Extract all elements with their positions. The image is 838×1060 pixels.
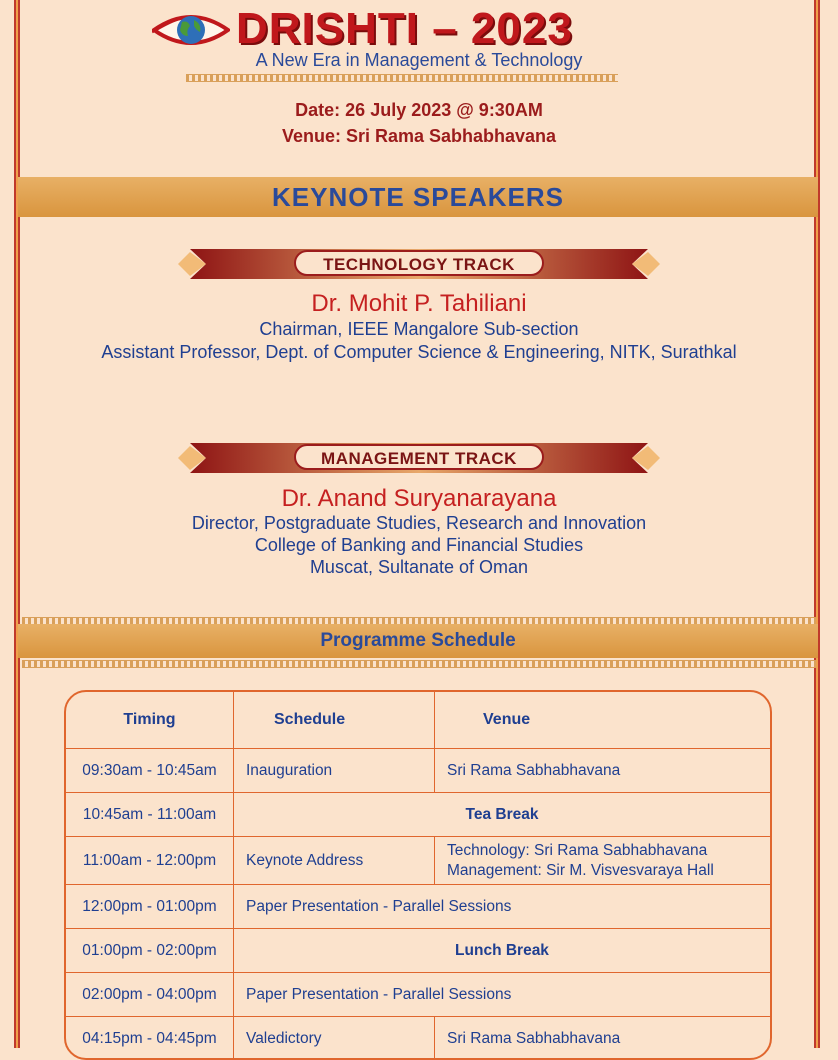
table-header-row	[66, 692, 770, 749]
row-time: 11:00am - 12:00pm	[66, 837, 234, 885]
technology-speaker-name: Dr. Mohit P. Tahiliani	[0, 290, 838, 318]
keynote-heading: KEYNOTE SPEAKERS	[18, 177, 818, 217]
decorative-divider	[22, 660, 816, 668]
technology-speaker-title: Chairman, IEEE Mangalore Sub-section	[0, 319, 838, 340]
row-schedule: Paper Presentation - Parallel Sessions	[234, 973, 771, 1017]
event-brand-title: DRISHTI – 2023	[236, 4, 573, 54]
table-row	[66, 885, 770, 929]
column-header-schedule: Schedule	[234, 692, 435, 749]
row-schedule: Keynote Address	[234, 837, 435, 885]
management-track-label: MANAGEMENT TRACK	[294, 444, 544, 470]
header	[0, 4, 838, 52]
management-speaker-title: Director, Postgraduate Studies, Research and Innovation	[0, 513, 838, 534]
row-schedule: Paper Presentation - Parallel Sessions	[234, 885, 771, 929]
schedule-grid	[66, 692, 770, 1060]
row-venue-management: Management: Sir M. Visvesvaraya Hall	[447, 861, 758, 881]
technology-track-label: TECHNOLOGY TRACK	[294, 250, 544, 276]
row-time: 12:00pm - 01:00pm	[66, 885, 234, 929]
row-time: 04:15pm - 04:45pm	[66, 1017, 234, 1060]
management-speaker-college: College of Banking and Financial Studies	[0, 535, 838, 556]
row-venue: Sri Rama Sabhabhavana	[435, 1017, 771, 1060]
row-time: 02:00pm - 04:00pm	[66, 973, 234, 1017]
row-time: 10:45am - 11:00am	[66, 793, 234, 837]
management-speaker-location: Muscat, Sultanate of Oman	[0, 557, 838, 578]
table-row	[66, 793, 770, 837]
management-speaker-name: Dr. Anand Suryanarayana	[0, 485, 838, 513]
event-date: Date: 26 July 2023 @ 9:30AM	[0, 100, 838, 121]
globe-eye-logo-icon	[152, 10, 230, 50]
table-row	[66, 973, 770, 1017]
row-schedule: Inauguration	[234, 749, 435, 793]
schedule-table	[64, 690, 772, 1060]
row-venue: Sri Rama Sabhabhavana	[435, 749, 771, 793]
decorative-divider	[186, 74, 618, 82]
column-header-venue: Venue	[435, 692, 771, 749]
table-row	[66, 929, 770, 973]
column-header-timing: Timing	[66, 692, 234, 749]
table-row	[66, 749, 770, 793]
schedule-heading: Programme Schedule	[18, 624, 818, 658]
row-venue	[435, 837, 771, 885]
row-break: Lunch Break	[234, 929, 771, 973]
row-time: 01:00pm - 02:00pm	[66, 929, 234, 973]
table-row	[66, 837, 770, 885]
event-venue: Venue: Sri Rama Sabhabhavana	[0, 126, 838, 147]
technology-track-ribbon	[176, 247, 662, 281]
row-venue-technology: Technology: Sri Rama Sabhabhavana	[447, 841, 758, 861]
management-track-ribbon	[176, 441, 662, 475]
table-row	[66, 1017, 770, 1060]
row-break: Tea Break	[234, 793, 771, 837]
technology-speaker-affiliation: Assistant Professor, Dept. of Computer Science & Engineering, NITK, Surathkal	[0, 342, 838, 363]
row-schedule: Valedictory	[234, 1017, 435, 1060]
event-tagline	[0, 50, 838, 71]
row-time: 09:30am - 10:45am	[66, 749, 234, 793]
tagline-text: A New Era in Management & Technology	[256, 50, 583, 70]
